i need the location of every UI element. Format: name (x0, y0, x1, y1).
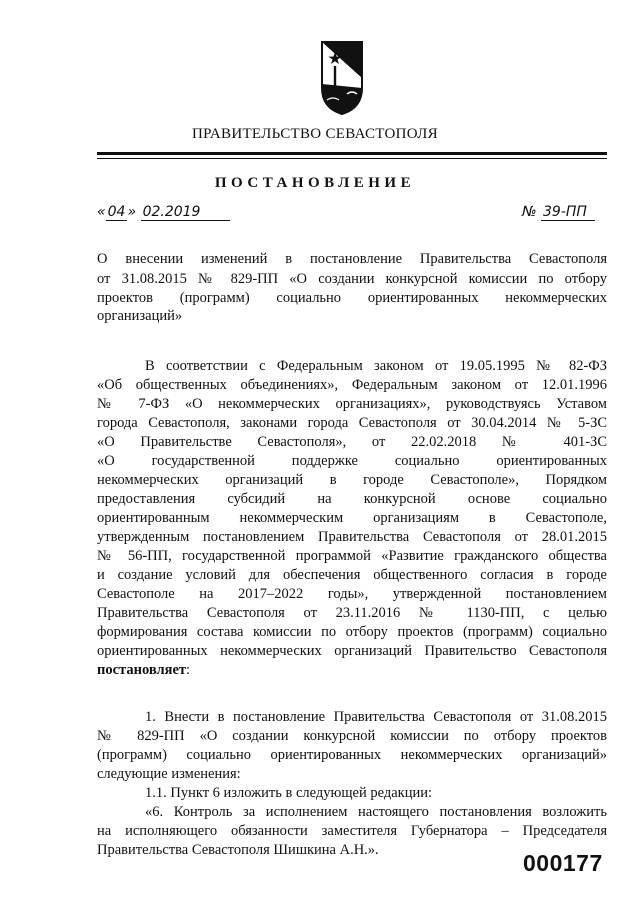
item-line: «6. Контроль за исполнением настоящего постановления возложить (145, 804, 607, 820)
preamble-line: предоставления субсидий на конкурсной основе социально (97, 491, 607, 507)
date-day: 04 (107, 204, 126, 220)
number-prefix: № (522, 204, 537, 220)
item-line: № 829-ПП «О создании конкурсной комиссии по отбору проектов (97, 728, 607, 744)
serial-number: 000177 (523, 850, 603, 876)
preamble-line: «О Правительстве Севастополя», от 22.02.2018 № 401-ЗС (97, 434, 607, 450)
date-quote-open: « (97, 204, 106, 220)
item-line: (программ) социально ориентированных некоммерческих организаций» (97, 747, 607, 763)
date-month-year: 02.2019 (141, 204, 230, 221)
header-divider-thin (97, 158, 607, 159)
preamble-line: формирования состава комиссии по отбору проектов (программ) социально (97, 624, 607, 640)
preamble-line: № 56-ПП, государственной программой «Развитие гражданского общества (97, 548, 607, 564)
item-line: Правительства Севастополя Шишкина А.Н.». (97, 842, 379, 858)
preamble-line: В соответствии с Федеральным законом от 19.05.1995 № 82-ФЗ (145, 358, 607, 374)
preamble-line: «Об общественных объединениях», Федеральным законом от 12.01.1996 (97, 377, 607, 393)
preamble-line: Севастополе на 2017–2022 годы», утвержденной постановлением (97, 586, 607, 602)
preamble-line: «О государственной поддержке социально ориентированных (97, 453, 607, 469)
preamble-line: города Севастополя, законами города Севастополя от 30.04.2014 № 5-ЗС (97, 415, 607, 431)
item-line: следующие изменения: (97, 766, 241, 782)
preamble-line: и создание условий для обеспечения общественного согласия в городе (97, 567, 607, 583)
document-date (97, 204, 230, 221)
coat-of-arms-emblem (317, 38, 367, 116)
preamble-line: Правительства Севастополя от 23.11.2016 № 1130-ПП, с целью (97, 605, 607, 621)
document-title: ПОСТАНОВЛЕНИЕ (214, 175, 416, 191)
preamble-line: утвержденным постановлением Правительства Севастополя от 28.01.2015 (97, 529, 607, 545)
number-value: 39-ПП (541, 204, 595, 221)
subject-line: О внесении изменений в постановление Правительства Севастополя (97, 251, 607, 267)
subject-line: от 31.08.2015 № 829-ПП «О создании конкурсной комиссии по отбору (97, 271, 607, 287)
header-divider-thick (97, 152, 607, 155)
item-line: 1. Внести в постановление Правительства Севастополя от 31.08.2015 (145, 709, 607, 725)
government-name: ПРАВИТЕЛЬСТВО СЕВАСТОПОЛЯ (192, 126, 438, 142)
item-line: 1.1. Пункт 6 изложить в следующей редакции: (145, 785, 433, 801)
document-number (522, 204, 595, 221)
resolves-colon: : (186, 662, 191, 678)
subject-line: организаций» (97, 308, 183, 324)
date-quote-close: » (127, 204, 137, 220)
preamble-line: некоммерческих организаций в городе Севастополе», Порядком (97, 472, 607, 488)
resolves-line (97, 661, 607, 680)
preamble-line: ориентированным некоммерческим организациям в Севастополе, (97, 510, 607, 526)
subject-line: проектов (программ) социально ориентированных некоммерческих (97, 290, 607, 306)
item-line: на исполняющего обязанности заместителя Губернатора – Председателя (97, 823, 607, 839)
resolves-word: постановляет (97, 662, 187, 678)
preamble-line: № 7-ФЗ «О некоммерческих организациях», руководствуясь Уставом (97, 396, 607, 412)
preamble-line: ориентированных некоммерческих организаций Правительство Севастополя (97, 643, 607, 659)
